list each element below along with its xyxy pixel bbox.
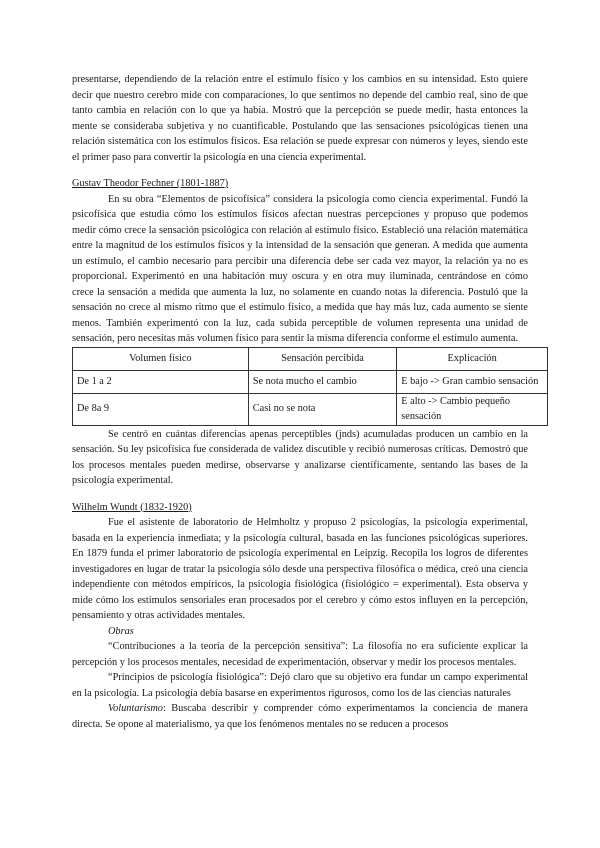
table-cell: E alto -> Cambio pequeño sensación — [397, 393, 548, 425]
voluntarismo-label: Voluntarismo — [108, 703, 163, 714]
table-header-cell: Explicación — [397, 347, 548, 370]
table-row — [73, 370, 548, 393]
obras-subheading — [72, 624, 528, 640]
obra-contribuciones: “Contribuciones a la teoría de la percepción sensitiva”: La filosofía no era suficiente explicar la percepción y los procesos mentales, necesidad de experimentación, observar y medir los procesos mentales. — [72, 641, 528, 668]
table-header-cell: Sensación percibida — [248, 347, 397, 370]
table-cell: Se nota mucho el cambio — [248, 370, 397, 393]
wundt-paragraph: Fue el asistente de laboratorio de Helmholtz y propuso 2 psicologías, la psicología experimental, basada en la experiencia inmediata; y la psicología cultural, basada en las funciones psicológicas superiores. En 1879 funda el primer laboratorio de psicología experimental en Leipzig. Recopila los logros de diferentes investigadores en lugar de tratar la psicología sólo desde una perspectiva filosófica o médica, creó una ciencia independiente con métodos empíricos, la psicología fisiológica (fisiológico = experimental). Esta observa y mide cómo los estímulos sensoriales eran procesados por el cerebro y cómo estos influyen en la percepción, pensamiento y otras actividades mentales. — [72, 517, 528, 621]
table-header-row — [73, 347, 548, 370]
table-cell: De 8a 9 — [73, 393, 249, 425]
psychophysics-table — [72, 347, 548, 426]
voluntarismo-paragraph — [72, 701, 528, 732]
voluntarismo-text: : Buscaba describir y comprender cómo experimentamos la conciencia de manera directa. Se opone al materialismo, ya que los fenómenos mentales no se reducen a procesos — [72, 703, 528, 730]
intro-paragraph: presentarse, dependiendo de la relación entre el estímulo físico y los cambios en su intensidad. Esto quiere decir que nuestro cerebro mide con comparaciones, lo que sentimos no depende del cambio real, sino de que tanto cambia en relación con lo que ya había. Mostró que la percepción se puede medir, hasta entonces la mente se consideraba subjetiva y no cuantificable. Postulando que las sensaciones psicológicas tienen una relación sistemática con los estímulos físicos. Esa relación se puede expresar con números y leyes, siendo este el primer paso para convertir la psicología en una ciencia experimental. — [72, 74, 528, 163]
fechner-heading: Gustav Theodor Fechner (1801-1887) — [72, 178, 229, 189]
document-page — [72, 72, 539, 732]
fechner-conclusion: Se centró en cuántas diferencias apenas perceptibles (jnds) acumuladas producen un cambio en la sensación. Su ley psicofísica fue considerada de validez discutible y recibió numerosas críticas. Demostró que los procesos mentales pueden medirse, observarse y analizarse científicamente, sentando las bases de la psicología experimental. — [72, 428, 528, 486]
table-cell: De 1 a 2 — [73, 370, 249, 393]
table-cell: Casi no se nota — [248, 393, 397, 425]
table-cell: E bajo -> Gran cambio sensación — [397, 370, 548, 393]
fechner-paragraph: En su obra “Elementos de psicofísica” considera la psicología como ciencia experimental. Fundó la psicofísica que estudia cómo los estímulos físicos afectan nuestras percepciones y propuso que podemos medir cómo crece la sensación psicológica con relación al estímulo físico. Estableció una relación matemática entre la magnitud de los estímulos físicos y la intensidad de la sensación que generan. A medida que aumenta un estímulo, el cambio necesario para percibir una diferencia debe ser cada vez mayor, la relación ya no es proporcional. Experimentó en una habitación muy oscura y en otra muy iluminada, centrándose en cómo crece la sensación a medida que aumenta la luz, no solamente en cuando notas la diferencia. Postuló que la sensación no crece al mismo ritmo que el estímulo físico, a medida que hay más luz, cada aumento se siente menos. También experimentó con la luz, cada subida perceptible de volumen representa una unidad de sensación, pero necesitas más volumen físico para sentir la misma diferencia conforme el estímulo aumenta. — [72, 193, 528, 344]
wundt-heading: Wilhelm Wundt (1832-1920) — [72, 501, 192, 513]
obras-label: Obras — [108, 625, 134, 637]
obra-principios: “Principios de psicología fisiológica”: Dejó claro que su objetivo era fundar un campo experimental en la psicología. La psicología debía basarse en experimentos rigurosos, como los de las ciencias naturales — [72, 672, 528, 699]
table-row — [73, 393, 548, 425]
table-header-cell: Volumen físico — [73, 347, 249, 370]
